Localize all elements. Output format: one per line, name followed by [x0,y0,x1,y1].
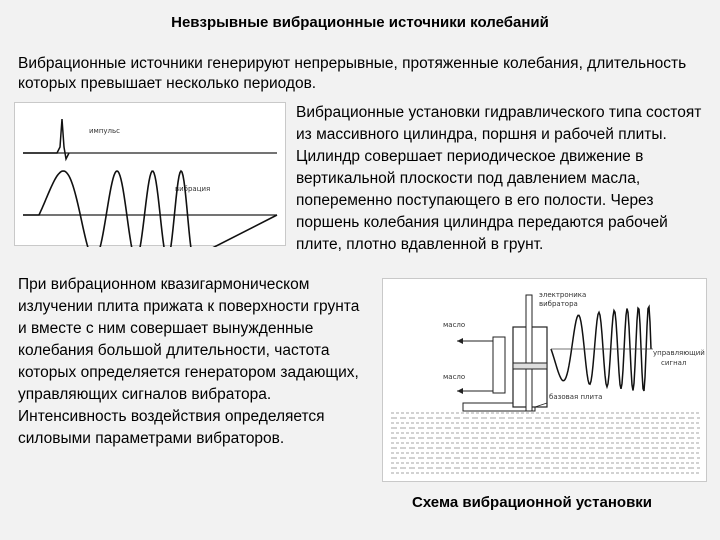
vibrator-label: вибратора [539,300,578,308]
impulse-label: импульс [89,127,120,135]
signal-label: сигнал [661,359,687,367]
ground-hatching [391,413,700,473]
oil-label-top: масло [443,321,466,329]
vibration-curve [23,171,277,247]
control-label: управляющий [653,349,705,357]
vibration-label: вибрация [175,185,211,193]
description-quasiharmonic: При вибрационном квазигармоническом излучении плита прижата к поверхности грунта и вместе с ним совершает вынужденные колебания большой длительности, частота которых определяется генератором задающих, управляющих сигналов вибратора. Интенсивность воздействия определяется силовыми параметрами вибраторов. [18,276,360,447]
description-hydraulic: Вибрационные установки гидравлического типа состоят из массивного цилиндра, поршня и рабочей плиты. Цилиндр совершает периодическое движение в вертикальной плоскости под давлением масла, попеременно поступающего в его полости. Через поршень колебания цилиндра передаются рабочей плите, плотно вдавленной в грунт. [296,104,702,253]
intro-paragraph: Вибрационные источники генерируют непрерывные, протяженные колебания, длительность которых превышает несколько периодов. [18,55,687,92]
page-title: Невзрывные вибрационные источники колебаний [171,14,549,31]
piston [513,363,547,369]
vibrator-scheme-figure [382,278,707,482]
electronics-label: электроника [539,291,587,299]
oil-label-bottom: масло [443,373,466,381]
piston-rod [526,295,532,411]
plate-label: базовая плита [549,393,603,401]
impulse-vibration-figure [14,102,286,246]
frame-left [493,337,505,393]
figure-caption: Схема вибрационной установки [412,494,653,511]
